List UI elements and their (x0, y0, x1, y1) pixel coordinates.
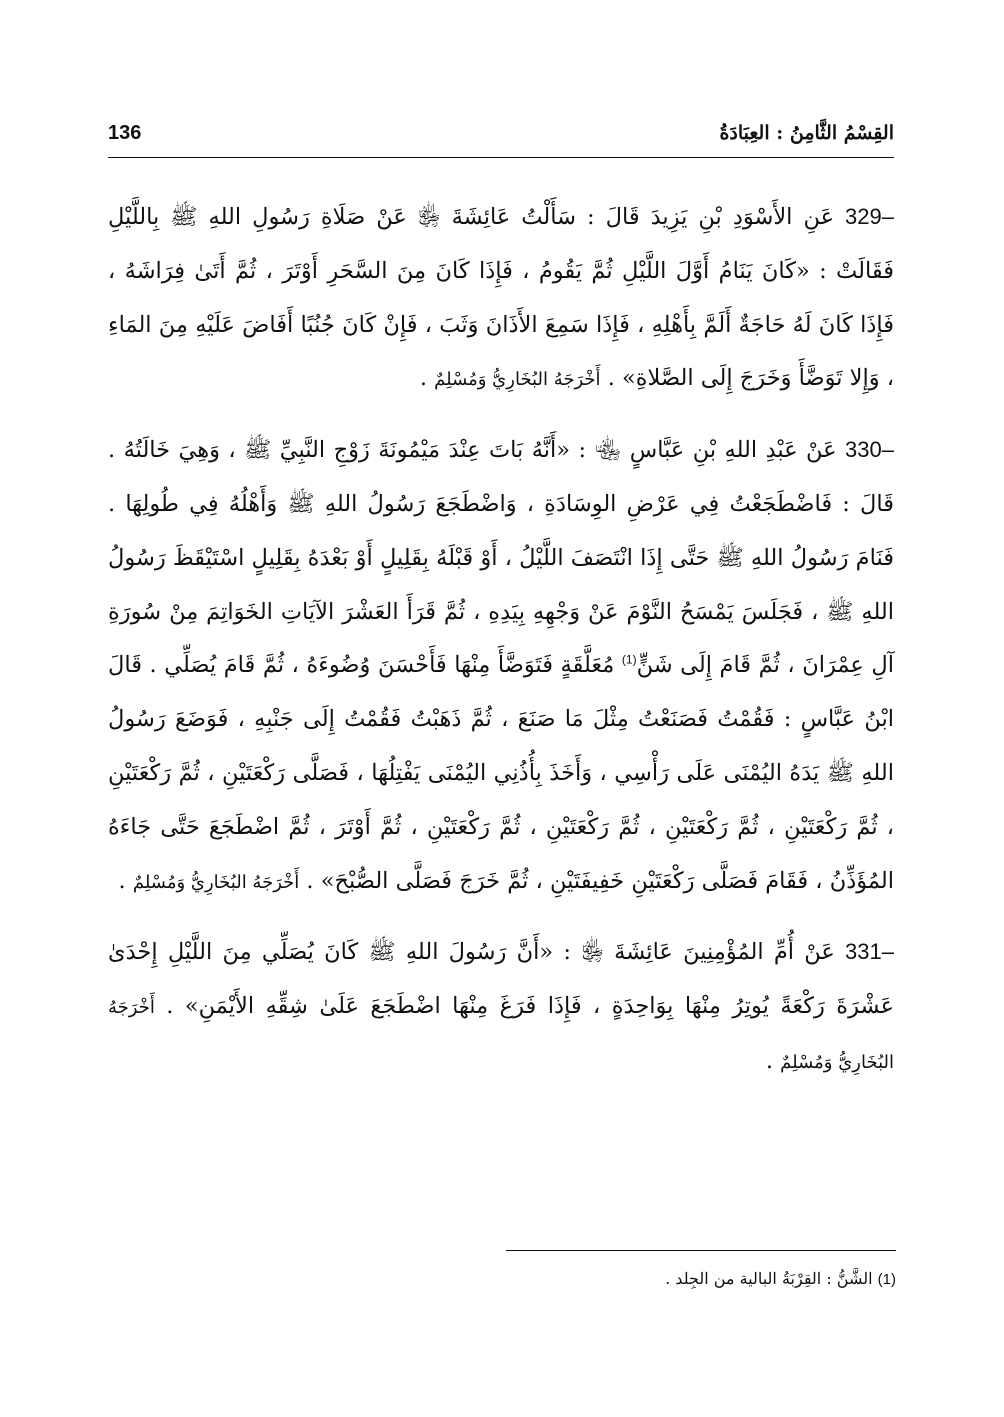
hadith-text-continued: مُعَلَّقَةٍ فَتَوَضَّأَ مِنْهَا فَأَحْسَنَ وُضُوءَهُ ، ثُمَّ قَامَ يُصَلِّي . قَالَ ابْنُ عَبَّاسٍ : فَقُمْتُ فَصَنَعْتُ مِثْلَ مَا صَنَعَ ، ثُمَّ ذَهَبْتُ فَقُمْتُ إِلَى جَنْبِهِ ، فَوَضَعَ رَسُولُ اللهِ ﷺ يَدَهُ اليُمْنَى عَلَى رَأْسِي ، وَأَخَذَ بِأُذُنِي اليُمْنَى يَفْتِلُهَا ، فَصَلَّى رَكْعَتَيْنِ ، ثُمَّ رَكْعَتَيْنِ ، ثُمَّ رَكْعَتَيْنِ ، ثُمَّ رَكْعَتَيْنِ ، ثُمَّ رَكْعَتَيْنِ ، ثُمَّ رَكْعَتَيْنِ ، ثُمَّ أَوْتَرَ ، ثُمَّ اضْطَجَعَ حَتَّى جَاءَهُ المُؤَذِّنُ ، فَقَامَ فَصَلَّى رَكْعَتَيْنِ خَفِيفَتَيْنِ ، ثُمَّ خَرَجَ فَصَلَّى الصُّبْحَ» . (108, 652, 894, 894)
hadith-number: 329– (845, 204, 894, 229)
footnote-text: الشَّنُّ : القِرْبَةُ البالية من الجِلد . (665, 1269, 878, 1288)
hadith-text: عَنْ أُمِّ المُؤْمِنِينَ عَائِشَةَ ﵂ : «أَنَّ رَسُولَ اللهِ ﷺ كَانَ يُصَلِّي مِنَ اللَّيْلِ إِحْدَىٰ عَشْرَةَ رَكْعَةً يُوتِرُ مِنْهَا بِوَاحِدَةٍ ، فَإِذَا فَرَغَ مِنْهَا اضْطَجَعَ عَلَىٰ شِقِّهِ الأَيْمَنِ» . (108, 939, 894, 1020)
footnote-marker: (1) (877, 1271, 896, 1288)
hadith-text: عَنْ عَبْدِ اللهِ بْنِ عَبَّاسٍ ﵄ : «أَنَّهُ بَاتَ عِنْدَ مَيْمُونَةَ زَوْجِ النَّبِيِّ ﷺ ، وَهِيَ خَالَتُهُ . قَالَ : فَاضْطَجَعْتُ فِي عَرْضِ الوِسَادَةِ ، وَاضْطَجَعَ رَسُولُ اللهِ ﷺ وَأَهْلُهُ فِي طُولِهَا . فَنَامَ رَسُولُ اللهِ ﷺ حَتَّى إِذَا انْتَصَفَ اللَّيْلُ ، أَوْ قَبْلَهُ بِقَلِيلٍ أَوْ بَعْدَهُ بِقَلِيلٍ اسْتَيْقَظَ رَسُولُ اللهِ ﷺ ، فَجَلَسَ يَمْسَحُ النَّوْمَ عَنْ وَجْهِهِ بِيَدِهِ ، ثُمَّ قَرَأَ العَشْرَ الآيَاتِ الخَوَاتِمَ مِنْ سُورَةِ آلِ عِمْرَانَ ، ثُمَّ قَامَ إِلَى شَنٍّ (108, 437, 894, 679)
hadith-330 (108, 423, 894, 909)
page-number: 136 (108, 122, 142, 144)
header-rule (108, 157, 894, 158)
hadith-takhrij: أَخْرَجَهُ البُخَارِيُّ وَمُسْلِمٌ (132, 871, 300, 893)
main-text (108, 190, 894, 1106)
footnote (110, 1266, 896, 1293)
hadith-end: . (419, 365, 435, 392)
footnote-separator (506, 1250, 896, 1251)
hadith-end: . (765, 1047, 781, 1074)
footnote-reference[interactable]: (1) (621, 652, 637, 667)
hadith-331 (108, 925, 894, 1089)
hadith-number: 330– (845, 437, 894, 463)
hadith-takhrij: أَخْرَجَهُ البُخَارِيُّ وَمُسْلِمٌ (108, 997, 894, 1073)
running-header (108, 118, 894, 158)
hadith-number: 331– (845, 939, 894, 965)
chapter-title: القِسْمُ الثَّامِنُ : العِبَادَةُ (719, 122, 894, 144)
hadith-end: . (118, 867, 133, 894)
hadith-text: عَنِ الأَسْوَدِ بْنِ يَزِيدَ قَالَ : سَأَلْتُ عَائِشَةَ ﵂ عَنْ صَلَاةِ رَسُولِ اللهِ ﷺ بِاللَّيْلِ فَقَالَتْ : «كَانَ يَنَامُ أَوَّلَ اللَّيْلِ ثُمَّ يَقُومُ ، فَإِذَا كَانَ مِنَ السَّحَرِ أَوْتَرَ ، ثُمَّ أَتَىٰ فِرَاشَهُ ، فَإِذَا كَانَ لَهُ حَاجَةٌ أَلَمَّ بِأَهْلِهِ ، فَإِذَا سَمِعَ الأَذَانَ وَثَبَ ، فَإِنْ كَانَ جُنُبًا أَفَاضَ عَلَيْهِ مِنَ المَاءِ ، وَإِلا تَوَضَّأَ وَخَرَجَ إِلَى الصَّلاةِ» . (108, 204, 894, 392)
hadith-takhrij: أَخْرَجَهُ البُخَارِيُّ وَمُسْلِمٌ (434, 369, 601, 391)
hadith-329 (108, 190, 894, 407)
